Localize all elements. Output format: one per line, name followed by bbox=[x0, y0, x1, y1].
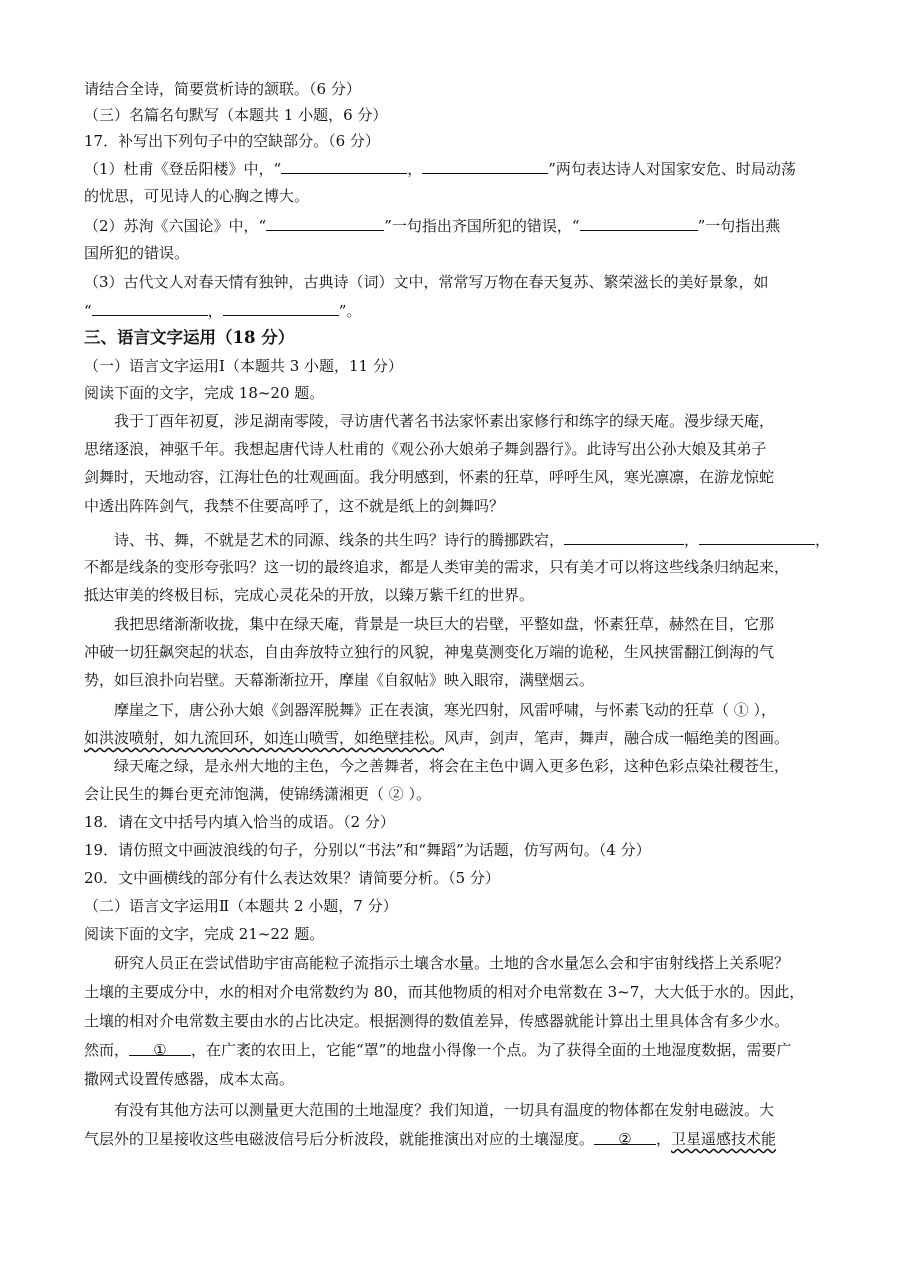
q17-item-3: （3）古代文人对春天情有独钟，古典诗（词）文中，常常写万物在春天复苏、繁荣滋长的美好景象，如 bbox=[84, 273, 769, 291]
fill-blank[interactable] bbox=[223, 300, 339, 316]
reading-instruction: 阅读下面的文字，完成 18~20 题。 bbox=[84, 384, 325, 402]
text: ， bbox=[656, 1130, 672, 1148]
question-18: 18．请在文中括号内填入恰当的成语。（2 分） bbox=[84, 813, 395, 831]
passage-line: 有没有其他方法可以测量更大范围的土地湿度？我们知道，一切具有温度的物体都在发射电磁波。大 bbox=[114, 1101, 775, 1119]
text: （2）苏洵《六国论》中，“ bbox=[84, 217, 267, 235]
text-line: 国所犯的错误。 bbox=[84, 244, 190, 262]
section-heading: 三、语言文字运用（18 分） bbox=[84, 328, 295, 347]
text: （1）杜甫《登岳阳楼》中，“ bbox=[84, 160, 282, 178]
passage-line: 会让民生的舞台更充沛饱满，使锦绣潇湘更（ ② ）。 bbox=[84, 785, 432, 803]
text: ”。 bbox=[338, 302, 362, 320]
blank-number: ② bbox=[618, 1130, 632, 1148]
passage-line bbox=[114, 529, 831, 550]
passage-line: 抵达审美的终极目标，完成心灵花朵的开放，以臻万紫千红的世界。 bbox=[84, 586, 535, 604]
subsection-heading: （三）名篇名句默写（本题共 1 小题，6 分） bbox=[84, 106, 388, 124]
passage-line: 不都是线条的变形夸张吗？这一切的最终追求，都是人类审美的需求，只有美才可以将这些线条归纳起来， bbox=[84, 558, 790, 576]
reading-instruction: 阅读下面的文字，完成 21~22 题。 bbox=[84, 925, 325, 943]
passage-line: 撒网式设置传感器，成本太高。 bbox=[84, 1070, 295, 1088]
text-line: 的忧思，可见诗人的心胸之博大。 bbox=[84, 187, 310, 205]
question-19: 19．请仿照文中画波浪线的句子，分别以“书法”和“舞蹈”为话题，仿写两句。（4 分） bbox=[84, 841, 651, 859]
fill-blank-1[interactable] bbox=[129, 1040, 191, 1059]
fill-blank[interactable] bbox=[564, 529, 684, 545]
q17-item-2 bbox=[84, 215, 824, 236]
question-20: 20．文中画横线的部分有什么表达效果？请简要分析。（5 分） bbox=[84, 869, 500, 887]
question-17: 17．补写出下列句子中的空缺部分。（6 分） bbox=[84, 132, 380, 150]
fill-blank[interactable] bbox=[281, 158, 407, 174]
text: ， bbox=[207, 302, 223, 320]
fill-blank-2[interactable] bbox=[594, 1129, 656, 1148]
passage-line: 思绪逐浪，神驱千年。我想起唐代诗人杜甫的《观公孙大娘弟子舞剑器行》。此诗写出公孙大娘及其弟子 bbox=[84, 440, 767, 458]
passage-line bbox=[84, 1040, 824, 1060]
fill-blank[interactable] bbox=[266, 215, 384, 231]
passage-line: 剑舞时，天地动容，江海壮色的壮观画面。我分明感到，怀素的狂草，呼呼生风，寒光凛凛，在游龙惊蛇 bbox=[84, 468, 775, 486]
q17-item-3-blanks bbox=[84, 300, 824, 321]
passage-line: 摩崖之下，唐公孙大娘《剑器浑脱舞》正在表演，寒光四射，风雷呼啸，与怀素飞动的狂草（ ① ）， bbox=[114, 701, 777, 719]
text: 诗、书、舞，不就是艺术的同源、线条的共生吗？诗行的腾挪跌宕， bbox=[114, 531, 565, 549]
passage-line: 土壤的主要成分中，水的相对介电常数约为 80，而其他物质的相对介电常数在 3~7，大大低于水的。因此， bbox=[84, 983, 805, 1001]
text: ，在广袤的农田上，它能“罩”的地盘小得像一个点。为了获得全面的土地湿度数据，需要广 bbox=[191, 1041, 792, 1059]
text: 气层外的卫星接收这些电磁波信号后分析波段，就能推演出对应的土壤湿度。 bbox=[84, 1130, 595, 1148]
fill-blank[interactable] bbox=[699, 529, 815, 545]
passage-line bbox=[84, 1129, 824, 1149]
passage-line: 绿天庵之绿，是永州大地的主色，今之善舞者，将会在主色中调入更多色彩，这种色彩点染社稷苍生， bbox=[114, 757, 790, 775]
blank-number: ① bbox=[153, 1041, 167, 1059]
text: “ bbox=[84, 302, 92, 320]
passage-line: 势，如巨浪扑向岩壁。天幕渐渐拉开，摩崖《自叙帖》映入眼帘，满壁烟云。 bbox=[84, 671, 595, 689]
text: 然而， bbox=[84, 1041, 130, 1059]
fill-blank[interactable] bbox=[580, 215, 698, 231]
fill-blank[interactable] bbox=[422, 158, 548, 174]
text: ”一句指出齐国所犯的错误，“ bbox=[384, 217, 580, 235]
text: ， bbox=[407, 160, 423, 178]
passage-line: 我于丁酉年初夏，涉足湖南零陵，寻访唐代著名书法家怀素出家修行和练字的绿天庵。漫步绿天庵， bbox=[114, 412, 775, 430]
passage-line: 我把思绪渐渐收拢，集中在绿天庵，背景是一块巨大的岩壁，平整如盘，怀素狂草，赫然在目，它那 bbox=[114, 615, 775, 633]
subsection-heading: （二）语言文字运用Ⅱ（本题共 2 小题，7 分） bbox=[84, 897, 398, 915]
text: ， bbox=[684, 531, 700, 549]
text: ”两句表达诗人对国家安危、时局动荡 bbox=[548, 160, 796, 178]
text: 风声，剑声，笔声，舞声，融合成一幅绝美的图画。 bbox=[444, 729, 790, 747]
passage-line: 中透出阵阵剑气，我禁不住要高呼了，这不就是纸上的剑舞吗？ bbox=[84, 497, 505, 515]
passage-line: 冲破一切狂飙突起的状态，自由奔放特立独行的风貌，神鬼莫测变化万端的诡秘，生风挟雷翻江倒海的气 bbox=[84, 643, 775, 661]
passage-line: 土壤的相对介电常数主要由水的占比决定。根据测得的数值差异，传感器就能计算出土里具体含有多少水。 bbox=[84, 1012, 790, 1030]
wavy-underlined-text: 卫星遥感技术能 bbox=[671, 1130, 777, 1148]
fill-blank[interactable] bbox=[92, 300, 208, 316]
text: ”一句指出燕 bbox=[697, 217, 781, 235]
subsection-heading: （一）语言文字运用Ⅰ（本题共 3 小题，11 分） bbox=[84, 357, 403, 375]
text-line: 请结合全诗，简要赏析诗的颔联。（6 分） bbox=[84, 80, 361, 98]
wavy-underlined-text: 如洪波喷射，如九流回环，如连山喷雪，如绝壁挂松。 bbox=[84, 729, 445, 747]
passage-line bbox=[84, 728, 824, 748]
text: ， bbox=[815, 531, 831, 549]
q17-item-1 bbox=[84, 158, 824, 179]
passage-line: 研究人员正在尝试借助宇宙高能粒子流指示土壤含水量。土地的含水量怎么会和宇宙射线搭上关系呢？ bbox=[114, 954, 790, 972]
